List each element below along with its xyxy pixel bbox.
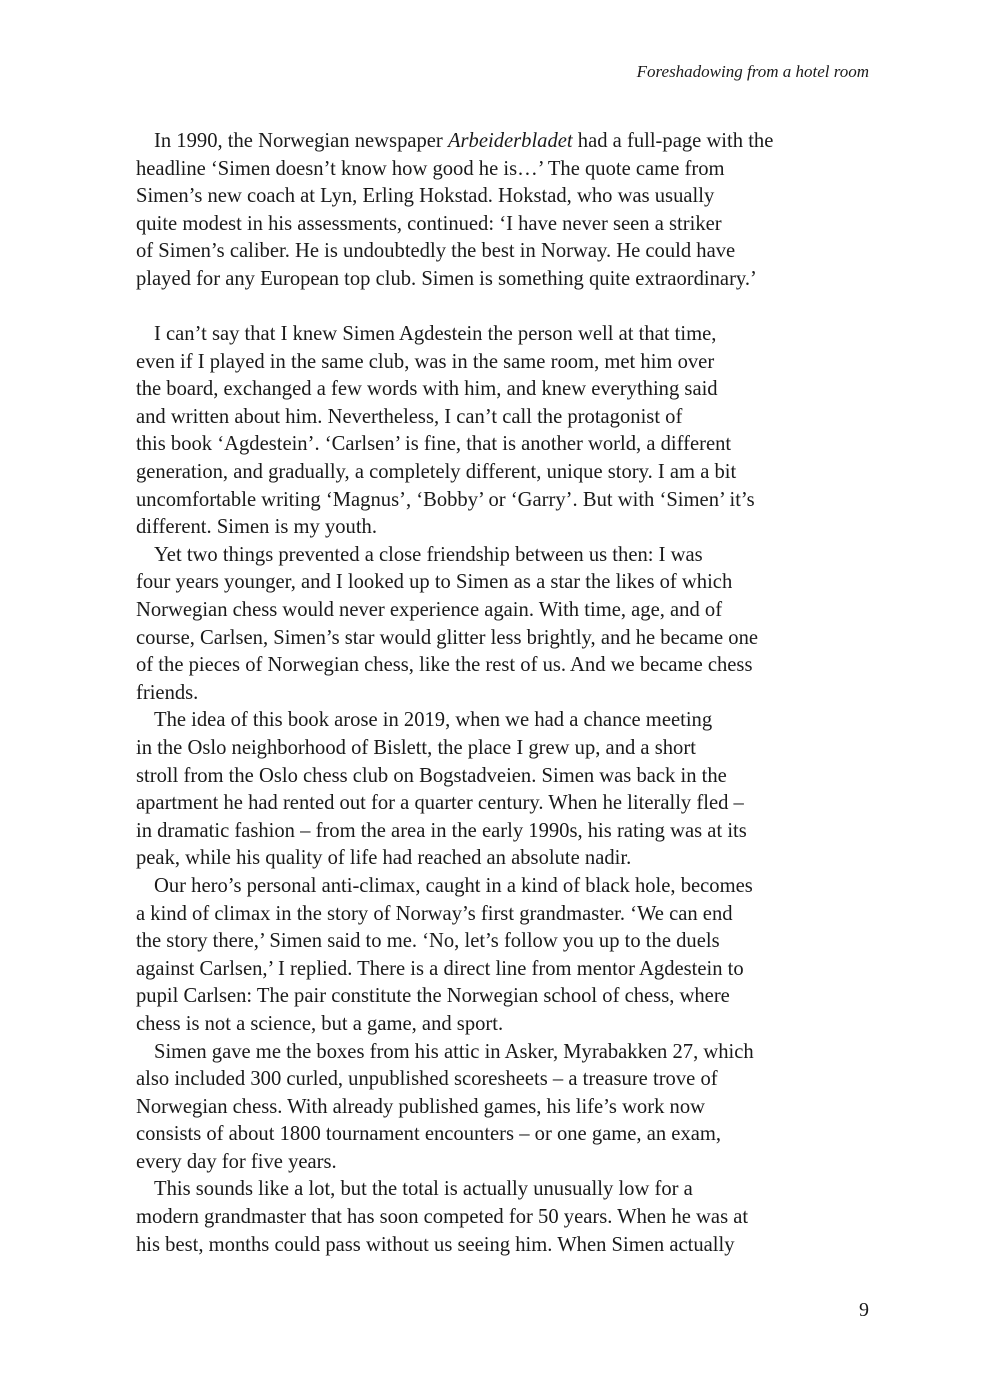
- text-line: friends.: [136, 681, 199, 704]
- text-line: against Carlsen,’ I replied. There is a direct line from mentor Agdestein to: [136, 957, 744, 980]
- text-line: of the pieces of Norwegian chess, like the rest of us. And we became chess: [136, 654, 753, 677]
- text-line: in the Oslo neighborhood of Bislett, the place I grew up, and a short: [136, 736, 696, 759]
- paragraph: [136, 707, 876, 873]
- text-line: peak, while his quality of life had reached an absolute nadir.: [136, 847, 632, 870]
- italic-title: Arbeiderbladet: [447, 130, 573, 152]
- page-number: 9: [859, 1299, 869, 1321]
- text-line: Simen gave me the boxes from his attic in Asker, Myrabakken 27, which: [154, 1040, 754, 1063]
- text-line: stroll from the Oslo chess club on Bogstadveien. Simen was back in the: [136, 764, 727, 787]
- paragraph-spacer: [136, 294, 876, 322]
- paragraph: [136, 873, 876, 1039]
- paragraph: [136, 1039, 876, 1177]
- text-line: This sounds like a lot, but the total is actually unusually low for a: [154, 1178, 693, 1201]
- paragraph: [136, 128, 876, 294]
- text-line: his best, months could pass without us seeing him. When Simen actually: [136, 1233, 735, 1256]
- running-head: Foreshadowing from a hotel room: [636, 62, 869, 81]
- text-line: Norwegian chess. With already published games, his life’s work now: [136, 1095, 706, 1118]
- paragraph: [136, 542, 876, 708]
- text-line: Simen’s new coach at Lyn, Erling Hokstad. Hokstad, who was usually: [136, 185, 715, 208]
- text-line: the board, exchanged a few words with him, and knew everything said: [136, 378, 718, 401]
- text-line: even if I played in the same club, was in the same room, met him over: [136, 350, 715, 373]
- text-line: pupil Carlsen: The pair constitute the Norwegian school of chess, where: [136, 985, 730, 1008]
- text-line: played for any European top club. Simen is something quite extraordinary.’: [136, 267, 757, 290]
- text-line: [136, 128, 876, 156]
- text-line: also included 300 curled, unpublished scoresheets – a treasure trove of: [136, 1068, 718, 1091]
- text-segment: In 1990, the Norwegian newspaper: [154, 130, 448, 152]
- text-line: quite modest in his assessments, continued: ‘I have never seen a striker: [136, 212, 722, 235]
- text-line: I can’t say that I knew Simen Agdestein the person well at that time,: [154, 323, 717, 346]
- text-line: the story there,’ Simen said to me. ‘No, let’s follow you up to the duels: [136, 930, 720, 953]
- text-line: every day for five years.: [136, 1150, 337, 1173]
- text-line: and written about him. Nevertheless, I can’t call the protagonist of: [136, 405, 683, 428]
- text-line: in dramatic fashion – from the area in the early 1990s, his rating was at its: [136, 819, 747, 842]
- text-line: consists of about 1800 tournament encounters – or one game, an exam,: [136, 1123, 722, 1146]
- text-line: Norwegian chess would never experience again. With time, age, and of: [136, 599, 723, 621]
- text-line: course, Carlsen, Simen’s star would glitter less brightly, and he became one: [136, 626, 759, 649]
- text-line: modern grandmaster that has soon competed for 50 years. When he was at: [136, 1206, 749, 1229]
- text-line: chess is not a science, but a game, and sport.: [136, 1012, 504, 1035]
- text-line: The idea of this book arose in 2019, when we had a chance meeting: [154, 709, 713, 732]
- paragraph: [136, 1176, 876, 1259]
- text-line: uncomfortable writing ‘Magnus’, ‘Bobby’ or ‘Garry’. But with ‘Simen’ it’s: [136, 488, 755, 511]
- text-line: Our hero’s personal anti-climax, caught in a kind of black hole, becomes: [154, 874, 753, 897]
- text-line: apartment he had rented out for a quarter century. When he literally fled –: [136, 792, 744, 815]
- text-line: this book ‘Agdestein’. ‘Carlsen’ is fine, that is another world, a different: [136, 433, 732, 456]
- body-text: [136, 128, 876, 1259]
- text-line: Yet two things prevented a close friendship between us then: I was: [154, 543, 703, 566]
- text-line: of Simen’s caliber. He is undoubtedly the best in Norway. He could have: [136, 240, 736, 263]
- text-line: different. Simen is my youth.: [136, 516, 378, 539]
- text-line: generation, and gradually, a completely different, unique story. I am a bit: [136, 461, 737, 484]
- text-line: four years younger, and I looked up to Simen as a star the likes of which: [136, 571, 733, 594]
- text-segment: had a full-page with the: [572, 130, 774, 152]
- paragraph: [136, 321, 876, 542]
- text-line: headline ‘Simen doesn’t know how good he is…’ The quote came from: [136, 157, 725, 180]
- text-line: a kind of climax in the story of Norway’s first grandmaster. ‘We can end: [136, 902, 733, 925]
